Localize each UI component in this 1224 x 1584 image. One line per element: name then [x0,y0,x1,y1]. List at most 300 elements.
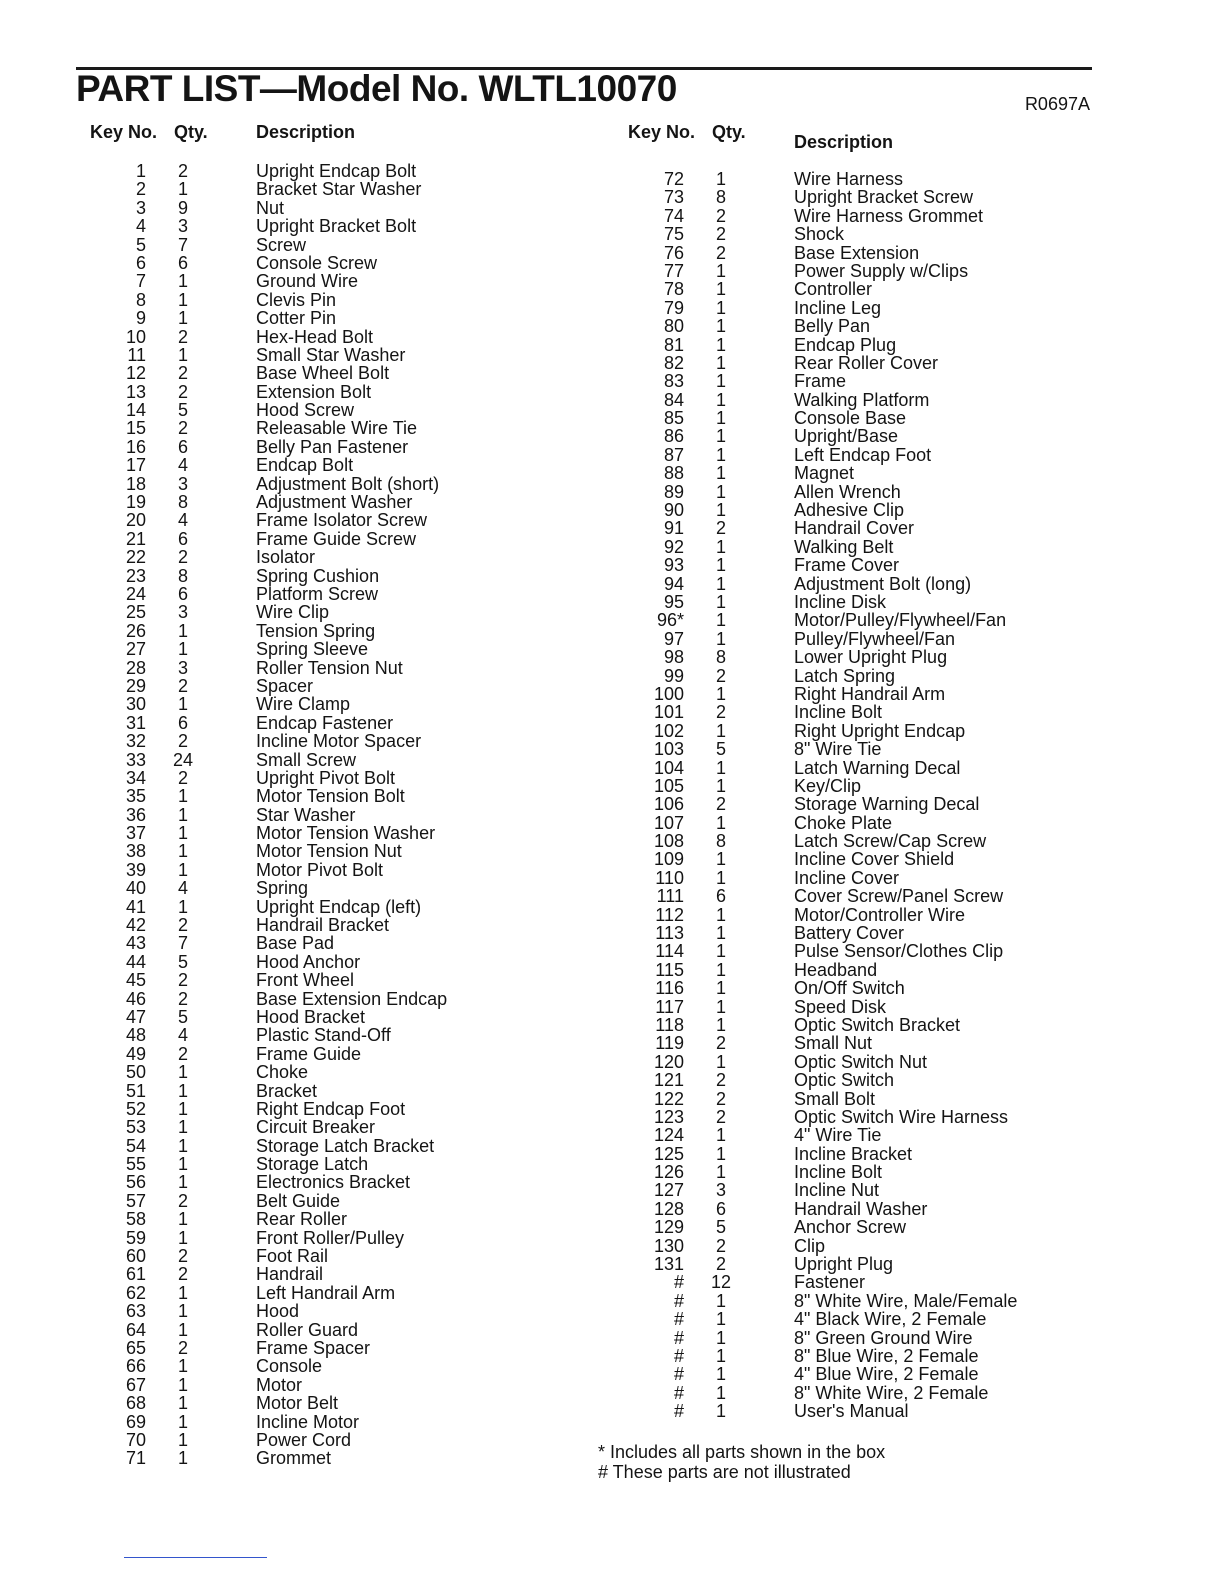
part-qty: 6 [177,528,188,549]
part-qty: 12 [710,1272,732,1293]
part-row [84,622,534,640]
part-qty: 1 [177,694,188,715]
part-description: Wire Harness [794,169,904,189]
part-description: Handrail [256,1264,324,1285]
part-key-no: 83 [663,371,684,392]
part-key-no: 122 [653,1088,684,1109]
part-description: Platform Screw [256,583,379,604]
part-description: Front Roller/Pulley [256,1227,405,1248]
part-description: Frame Cover [794,555,900,576]
part-qty: 1 [715,812,726,833]
part-description: Base Wheel Bolt [256,363,390,384]
part-row [84,475,534,493]
part-description: Storage Warning Decal [794,794,980,815]
part-key-no: 32 [125,731,146,752]
part-key-no: 29 [125,675,146,696]
part-qty: 1 [715,867,726,888]
part-qty: 2 [177,1264,188,1285]
part-description: Left Handrail Arm [256,1282,396,1303]
part-key-no: 68 [125,1393,146,1414]
part-row [622,942,1062,960]
part-description: Bracket Star Washer [256,179,422,200]
part-description: Clip [794,1235,826,1256]
part-key-no: 111 [656,886,684,907]
part-row [84,1045,534,1063]
part-key-no: 106 [653,794,684,815]
part-qty: 1 [177,1448,188,1469]
part-qty: 6 [715,886,726,907]
part-row [84,291,534,309]
part-description: Bracket [256,1080,318,1101]
part-description: Anchor Screw [794,1217,907,1238]
part-qty: 1 [715,1051,726,1072]
part-qty: 5 [177,1006,188,1027]
part-key-no: # [673,1272,684,1293]
part-qty: 1 [715,628,726,649]
part-key-no: 107 [653,812,684,833]
part-row [622,207,1062,225]
part-row [84,530,534,548]
part-qty: 2 [715,794,726,815]
part-key-no: 5 [135,234,146,255]
part-key-no: 113 [655,923,684,944]
part-key-no: 128 [653,1198,684,1219]
part-row [84,677,534,695]
part-row [622,832,1062,850]
part-description: Console Screw [256,252,378,273]
part-row [84,990,534,1008]
part-qty: 1 [177,1429,188,1450]
part-description: Small Screw [256,749,357,770]
part-qty: 3 [715,1180,726,1201]
part-description: 8" White Wire, Male/Female [794,1290,1018,1311]
part-key-no: 47 [125,1006,146,1027]
part-row [84,1173,534,1191]
part-key-no: 87 [663,444,684,465]
part-qty: 6 [177,583,188,604]
document-code: R0697A [1024,94,1090,114]
part-key-no: 54 [125,1135,146,1156]
part-key-no: 41 [125,896,146,917]
part-qty: 1 [715,463,726,484]
part-description: Circuit Breaker [256,1117,376,1138]
part-qty: 1 [177,179,188,200]
part-description: Motor Tension Bolt [256,786,405,807]
footnote-included: * Includes all parts shown in the box [598,1442,886,1462]
part-qty: 1 [177,1393,188,1414]
part-key-no: 6 [135,252,146,273]
footnote-not-illustrated: # These parts are not illustrated [598,1462,851,1482]
part-row [622,1218,1062,1236]
part-qty: 1 [715,978,726,999]
part-qty: 2 [177,418,188,439]
part-qty: 1 [715,334,726,355]
part-key-no: 45 [125,970,146,991]
part-row [622,814,1062,832]
part-row [84,1376,534,1394]
part-qty: 1 [177,1117,188,1138]
part-key-no: 8 [135,289,146,310]
part-description: Plastic Stand-Off [256,1025,391,1046]
part-description: Upright Bracket Screw [794,187,974,208]
part-key-no: 78 [663,279,684,300]
part-description: Pulse Sensor/Clothes Clip [794,941,1004,962]
part-qty: 1 [177,1227,188,1248]
part-qty: 1 [177,1080,188,1101]
part-key-no: 62 [125,1282,146,1303]
part-description: Motor Pivot Bolt [256,859,384,880]
part-qty: 2 [715,1235,726,1256]
part-key-no: 116 [655,978,684,999]
part-key-no: 25 [125,602,146,623]
part-row [84,934,534,952]
part-qty: 1 [715,1382,726,1403]
part-description: Latch Screw/Cap Screw [794,831,987,852]
part-qty: 2 [177,767,188,788]
part-description: 8" Green Ground Wire [794,1327,973,1348]
part-key-no: 53 [125,1117,146,1138]
part-description: Small Star Washer [256,344,406,365]
part-description: Adjustment Washer [256,492,413,513]
part-description: Upright Pivot Bolt [256,767,396,788]
part-key-no: 66 [125,1356,146,1377]
part-key-no: 43 [125,933,146,954]
part-row [84,419,534,437]
part-row [84,567,534,585]
part-qty: 2 [177,970,188,991]
part-description: Magnet [794,463,855,484]
part-row [622,961,1062,979]
part-key-no: 74 [663,205,684,226]
part-key-no: 60 [125,1246,146,1267]
part-key-no: 37 [125,823,146,844]
part-qty: 1 [177,804,188,825]
part-description: Hood Screw [256,400,355,421]
part-qty: 1 [177,639,188,660]
qty-header: Qty. [174,122,208,142]
part-row [622,1071,1062,1089]
part-key-no: 77 [663,260,684,281]
part-key-no: 24 [125,583,146,604]
part-row [84,824,534,842]
part-description: Small Nut [794,1033,873,1054]
part-row [84,1247,534,1265]
part-qty: 2 [715,702,726,723]
part-description: Choke Plate [794,812,893,833]
part-qty: 4 [177,455,188,476]
part-qty: 2 [177,547,188,568]
part-qty: 1 [715,1364,726,1385]
part-row [84,953,534,971]
part-qty: 1 [715,536,726,557]
parts-column-left [84,122,534,1468]
part-description: Hood Anchor [256,951,361,972]
part-qty: 1 [715,1327,726,1348]
part-key-no: 88 [663,463,684,484]
part-key-no: 15 [125,418,146,439]
part-key-no: 56 [125,1172,146,1193]
part-row [622,1200,1062,1218]
column-header [84,122,534,162]
part-qty: 1 [177,896,188,917]
part-key-no: 105 [653,775,684,796]
part-description: Spacer [256,675,314,696]
part-key-no: 97 [663,628,684,649]
footnotes [598,1442,885,1482]
part-key-no: 55 [125,1154,146,1175]
part-row [622,850,1062,868]
part-row [84,1210,534,1228]
part-row [84,1265,534,1283]
part-description: Base Extension [794,242,920,263]
part-row [84,383,534,401]
part-key-no: 27 [125,639,146,660]
part-key-no: 117 [655,996,684,1017]
part-description: Motor [256,1374,303,1395]
part-row [84,438,534,456]
part-key-no: # [673,1327,684,1348]
part-key-no: 64 [125,1319,146,1340]
part-row [84,1357,534,1375]
parts-list-left [84,162,534,1468]
part-row [84,511,534,529]
part-qty: 1 [715,1401,726,1422]
part-row [84,217,534,235]
part-row [622,759,1062,777]
part-row [622,1273,1062,1291]
part-row [84,1026,534,1044]
part-row [84,806,534,824]
part-description: Upright Endcap (left) [256,896,422,917]
part-key-no: 14 [125,400,146,421]
part-description: Grommet [256,1448,332,1469]
part-description: Adjustment Bolt (short) [256,473,440,494]
part-qty: 1 [177,308,188,329]
part-row [622,501,1062,519]
part-key-no: 21 [125,528,146,549]
part-row [84,842,534,860]
part-qty: 5 [715,1217,726,1238]
part-description: 8" Wire Tie [794,739,882,760]
part-row [622,244,1062,262]
part-qty: 2 [177,326,188,347]
part-key-no: 12 [125,363,146,384]
part-qty: 1 [715,408,726,429]
key-no-header: Key No. [628,122,696,142]
part-key-no: 125 [653,1143,684,1164]
part-qty: 1 [177,1356,188,1377]
part-description: Left Endcap Foot [794,444,932,465]
part-description: Power Cord [256,1429,352,1450]
part-row [84,548,534,566]
part-row [622,538,1062,556]
part-key-no: 86 [663,426,684,447]
part-description: Walking Belt [794,536,894,557]
part-description: Wire Clip [256,602,330,623]
part-qty: 8 [715,187,726,208]
part-description: Incline Motor Spacer [256,731,422,752]
part-key-no: 70 [125,1429,146,1450]
part-row [622,611,1062,629]
part-description: Incline Disk [794,591,887,612]
part-description: Frame Guide [256,1043,362,1064]
part-description: Console [256,1356,323,1377]
part-qty: 1 [177,1374,188,1395]
part-qty: 1 [177,1301,188,1322]
part-description: Wire Clamp [256,694,351,715]
part-qty: 2 [715,518,726,539]
part-row [622,225,1062,243]
part-row [84,1339,534,1357]
part-qty: 1 [715,444,726,465]
part-qty: 1 [715,316,726,337]
description-header: Description [256,122,356,142]
part-description: Frame [794,371,847,392]
part-description: Front Wheel [256,970,355,991]
part-key-no: 35 [125,786,146,807]
part-row [622,1402,1062,1420]
part-description: Walking Platform [794,389,930,410]
part-key-no: 28 [125,657,146,678]
part-row [622,869,1062,887]
parts-column-right [622,122,1062,1421]
part-qty: 1 [715,297,726,318]
part-qty: 3 [177,657,188,678]
part-qty: 1 [715,260,726,281]
part-description: Small Bolt [794,1088,876,1109]
part-row [622,648,1062,666]
part-row [622,740,1062,758]
part-key-no: 39 [125,859,146,880]
part-key-no: 58 [125,1209,146,1230]
part-key-no: # [673,1290,684,1311]
part-qty: 2 [177,731,188,752]
part-qty: 1 [715,279,726,300]
part-key-no: 11 [127,344,146,365]
part-description: Cover Screw/Panel Screw [794,886,1004,907]
part-qty: 7 [177,234,188,255]
part-description: Adhesive Clip [794,500,905,521]
part-key-no: 67 [125,1374,146,1395]
part-key-no: 49 [125,1043,146,1064]
part-qty: 1 [177,1135,188,1156]
part-qty: 1 [715,573,726,594]
part-row [622,446,1062,464]
part-description: Choke [256,1062,309,1083]
part-row [622,409,1062,427]
part-key-no: 30 [125,694,146,715]
part-description: Console Base [794,408,907,429]
part-description: Belly Pan Fastener [256,436,409,457]
part-description: Spring Cushion [256,565,380,586]
part-row [84,401,534,419]
part-description: Incline Bolt [794,702,883,723]
part-qty: 1 [177,823,188,844]
part-description: Hood [256,1301,300,1322]
part-qty: 1 [715,169,726,189]
part-key-no: 110 [655,867,684,888]
part-qty: 1 [177,620,188,641]
part-qty: 1 [715,352,726,373]
part-qty: 4 [177,1025,188,1046]
part-qty: 1 [177,289,188,310]
part-description: Optic Switch [794,1070,895,1091]
part-row [622,1255,1062,1273]
part-key-no: 1 [135,161,146,181]
part-key-no: 48 [125,1025,146,1046]
part-description: Fastener [794,1272,866,1293]
part-description: Optic Switch Bracket [794,1014,961,1035]
part-row [622,354,1062,372]
part-key-no: 119 [655,1033,684,1054]
part-description: Motor Tension Nut [256,841,402,862]
part-key-no: # [673,1401,684,1422]
part-qty: 1 [177,1154,188,1175]
part-description: Foot Rail [256,1246,329,1267]
part-qty: 1 [177,841,188,862]
part-qty: 1 [177,1098,188,1119]
part-description: Isolator [256,547,316,568]
part-qty: 1 [715,959,726,980]
part-key-no: 73 [663,187,684,208]
part-row [84,1449,534,1467]
part-qty: 1 [715,555,726,576]
part-description: Belly Pan [794,316,871,337]
part-qty: 4 [177,878,188,899]
part-description: 8" Blue Wire, 2 Female [794,1346,979,1366]
part-description: Ground Wire [256,271,359,292]
part-key-no: 4 [135,216,146,237]
part-key-no: 65 [125,1338,146,1358]
part-qty: 1 [715,996,726,1017]
part-row [622,483,1062,501]
part-description: Incline Cover Shield [794,849,955,870]
part-row [622,887,1062,905]
part-description: User's Manual [794,1401,909,1422]
part-description: Speed Disk [794,996,887,1017]
part-row [84,916,534,934]
part-row [622,1292,1062,1310]
part-description: Incline Leg [794,297,882,318]
part-row [84,1082,534,1100]
column-header [622,122,1062,170]
part-row [84,199,534,217]
part-description: 4" Blue Wire, 2 Female [794,1364,979,1385]
part-qty: 8 [177,492,188,513]
part-key-no: 99 [663,665,684,686]
part-description: Optic Switch Wire Harness [794,1106,1009,1127]
part-row [622,317,1062,335]
part-qty: 2 [177,675,188,696]
part-description: Storage Latch Bracket [256,1135,435,1156]
part-key-no: 91 [663,518,684,539]
part-key-no: 19 [125,492,146,513]
part-row [622,1347,1062,1365]
description-header: Description [794,132,894,152]
part-row [622,1237,1062,1255]
part-qty: 6 [177,252,188,273]
part-row [622,262,1062,280]
part-qty: 1 [715,1309,726,1330]
part-qty: 1 [715,775,726,796]
part-row [622,924,1062,942]
part-qty: 2 [715,224,726,245]
part-description: Nut [256,197,285,218]
part-qty: 2 [715,665,726,686]
part-qty: 1 [715,1162,726,1183]
part-description: Belt Guide [256,1190,341,1211]
part-description: Clevis Pin [256,289,337,310]
